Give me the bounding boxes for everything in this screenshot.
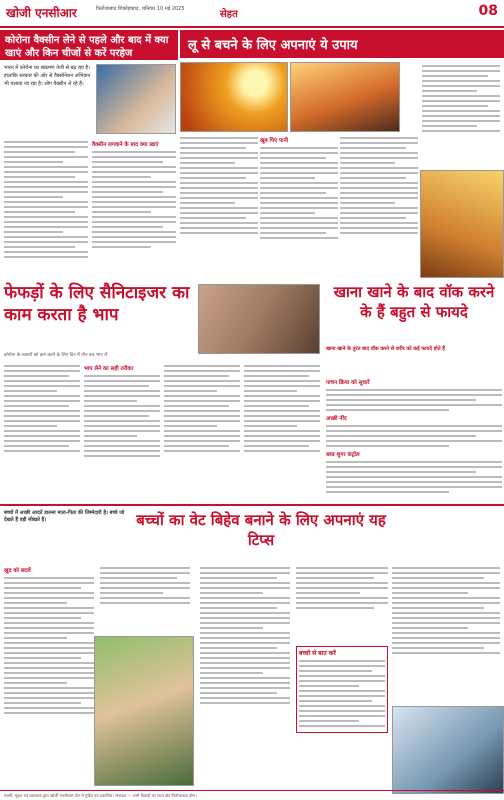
kids-column — [296, 564, 388, 612]
man-drinking-photo — [420, 170, 504, 278]
newspaper-logo: खोजी एनसीआर — [6, 6, 77, 20]
kids-column — [4, 564, 94, 717]
covid-vaccine-article — [0, 30, 178, 280]
walk-point: पाचन क्रिया को सुधारें — [326, 380, 370, 386]
kids-column — [100, 564, 190, 607]
covid-intro: भारत में कोरोना का संक्रमण तेजी से बढ़ रहा है। हालांकि सरकार की ओर से वैक्सीनेशन अभियान भी चलाया जा रहा है। लोग वैक्सीन ले रहे हैं। — [4, 65, 91, 87]
page-number: 08 — [478, 3, 498, 19]
kids-box-title: बच्चों से बात करें — [299, 650, 336, 657]
walk-column — [326, 376, 502, 496]
steam-article — [0, 282, 320, 502]
steam-subline: कोरोना के लक्षणों को कम करने के लिए दिन में तीन बार भाप लें — [4, 353, 108, 358]
walk-article — [322, 282, 504, 502]
heat-column — [180, 134, 258, 237]
sun-photo — [180, 62, 288, 132]
covid-column — [4, 138, 88, 261]
steam-column — [84, 362, 160, 460]
walk-headline: खाना खाने के बाद वॉक करने के हैं बहुत से फायदे — [333, 283, 495, 321]
steam-subhead: भाप लेने का सही तरीका — [84, 366, 134, 372]
heatwave-article — [180, 30, 504, 280]
walk-point: अच्छी नींद — [326, 416, 347, 422]
steam-column — [4, 362, 80, 455]
walk-point: ब्लड शुगर कंट्रोल — [326, 452, 360, 458]
heat-column — [260, 134, 338, 242]
kids-subhead: खुद को बदलें — [4, 568, 31, 574]
walking-couple-photo — [392, 706, 504, 794]
section-title: सेहत — [220, 9, 238, 20]
covid-subhead: वैक्सीन लगवाने के बाद क्या खाएं — [92, 142, 159, 148]
family-photo — [94, 636, 194, 786]
woman-heat-photo — [290, 62, 400, 132]
covid-headline: कोरोना वैक्सीन लेने से पहले और बाद में क्या खाएं और किन चीजों से करें परहेज — [0, 30, 178, 60]
kids-column — [200, 564, 290, 707]
heat-column — [422, 62, 500, 135]
heat-headline: लू से बचने के लिए अपनाएं ये उपाय — [180, 30, 504, 58]
imprint-footer: स्वामी, मुद्रक एवं प्रकाशक द्वारा खोजी एनसीआर प्रेस से मुद्रित एवं प्रकाशित। संपादक — सभी विवादों का न्याय क्षेत्र फिरोजाबाद होगा। — [0, 790, 504, 800]
covid-photo — [96, 64, 176, 134]
issue-meta: फिरोजाबाद शिकोहाबाद, शनिवार 10 मई 2025 — [96, 6, 185, 12]
heat-column — [340, 134, 418, 237]
kids-column — [392, 564, 500, 657]
covid-column — [92, 138, 176, 251]
walk-subline: खाना खाने के तुरंत बाद वॉक करने से शरीर को कई फायदे होते हैं — [326, 346, 445, 352]
kids-behaviour-article — [0, 504, 504, 794]
kids-intro: बच्चों में अच्छी आदतें डालना माता-पिता की जिम्मेदारी है। बच्चे जो देखते हैं वही सीखते हैं। — [4, 510, 125, 523]
heat-subhead: खूब पिएं पानी — [260, 138, 289, 144]
steam-headline: फेफड़ों के लिए सैनिटाइजर का काम करता है भाप — [4, 283, 190, 325]
kids-tip-box — [296, 646, 388, 733]
steam-photo — [198, 284, 320, 354]
steam-column — [244, 362, 320, 455]
masthead — [0, 0, 504, 28]
steam-column — [164, 362, 240, 455]
kids-headline: बच्चों का वेट बिहेव बनाने के लिए अपनाएं यह टिप्स — [136, 511, 386, 549]
